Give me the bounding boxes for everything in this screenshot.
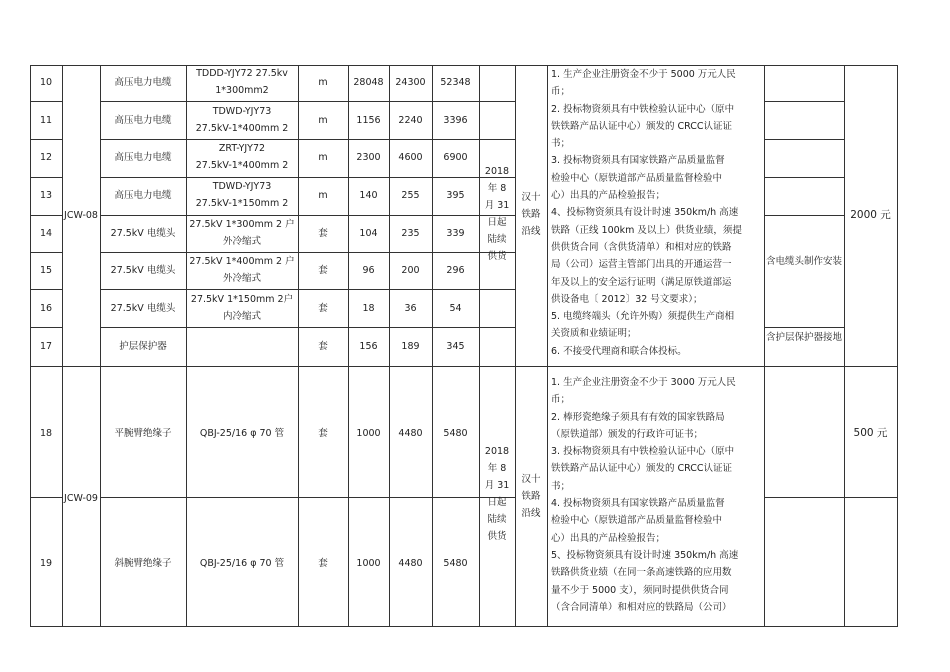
item-spec: TDDD-YJY72 27.5kv 1*300mm2 xyxy=(196,68,288,96)
qty-1: 28048 xyxy=(353,77,384,88)
note-cable-head: 含电缆头制作安装 xyxy=(765,256,842,267)
item-name: 斜腕臂绝缘子 xyxy=(114,558,172,569)
item-spec: ZRT-YJY72 27.5kV-1*400mm 2 xyxy=(195,143,289,171)
unit: m xyxy=(318,152,328,163)
unit: 套 xyxy=(318,428,328,439)
qty-1: 1000 xyxy=(356,428,381,439)
qty-2: 36 xyxy=(404,303,417,314)
row-number: 13 xyxy=(39,190,53,201)
qty-total: 395 xyxy=(446,190,465,201)
note-sheath-protector: 含护层保护器接地 xyxy=(765,332,842,343)
qty-2: 235 xyxy=(401,228,420,239)
item-name: 高压电力电缆 xyxy=(114,190,172,201)
item-spec: 27.5kV 1*300mm 2 户 外冷缩式 xyxy=(189,219,295,247)
qty-total: 5480 xyxy=(443,558,468,569)
requirements-text: 1. 生产企业注册资金不少于 3000 万元人民 币； 2. 棒形瓷绝缘子须具有有效的国家铁路局 （原铁道部）颁发的行政许可证书； 3. 投标物资须具有中铁检验认证中心（原中 铁铁路产品认证中心）颁发的 CRCC认证证 书； 4. 投标物资须具有国家铁路产品质量监督 检验中心（原铁道部产品质量监督检验中 心）出具的产品检验报告； 5、投标物资须具有设计时速 350km/h 高速 铁路供货业绩（在同一条高速铁路的应用数 量不少于 5000 支），须同时提供供货合同 （含合同清单）和相对应的铁路局（公司） xyxy=(551,377,739,613)
unit: 套 xyxy=(318,558,328,569)
row-number: 18 xyxy=(39,428,53,439)
qty-1: 1156 xyxy=(356,115,381,126)
item-name: 27.5kV 电缆头 xyxy=(110,228,176,239)
delivery-date: 2018 年 8 月 31 日起 陆续 供货 xyxy=(484,166,510,262)
qty-2: 24300 xyxy=(395,77,426,88)
qty-2: 4480 xyxy=(398,428,423,439)
unit: m xyxy=(318,77,328,88)
row-number: 15 xyxy=(39,265,53,276)
row-number: 16 xyxy=(39,303,53,314)
unit: 套 xyxy=(318,303,328,314)
qty-total: 6900 xyxy=(443,152,468,163)
deposit-amount: 500 元 xyxy=(853,427,888,439)
requirements-text: 1. 生产企业注册资金不少于 5000 万元人民 币； 2. 投标物资须具有中铁检验认证中心（原中 铁铁路产品认证中心）颁发的 CRCC认证证 书； 3. 投标物资须具有国家铁路产品质量监督 检验中心（原铁道部产品质量监督检验中 心）出具的产品检验报告； 4、投标物资须具有设计时速 350km/h 高速 铁路（正线 100km 及以上）供货业绩，须提 供供货合同（含供货清单）和相对应的铁路 局（公司）运营主管部门出具的开通运营一 年及以上的安全运行证明（满足原铁道部运 供设备电〔 2012〕32 号文要求）； 5. 电缆终端头（允许外购）须提供生产商相 关资质和业绩证明； 6. 不接受代理商和联合体投标。 xyxy=(551,69,742,357)
qty-total: 52348 xyxy=(440,77,471,88)
qty-total: 3396 xyxy=(443,115,468,126)
qty-1: 104 xyxy=(359,228,378,239)
item-name: 高压电力电缆 xyxy=(114,115,172,126)
delivery-place: 汉十 铁路 沿线 xyxy=(521,474,541,519)
unit: 套 xyxy=(318,341,328,352)
unit: 套 xyxy=(318,228,328,239)
row-number: 11 xyxy=(39,115,53,126)
item-spec: 27.5kV 1*150mm 2户 内冷缩式 xyxy=(190,294,294,322)
row-number: 14 xyxy=(39,228,53,239)
item-name: 高压电力电缆 xyxy=(114,152,172,163)
qty-2: 4600 xyxy=(398,152,423,163)
row-number: 10 xyxy=(39,77,53,88)
grid-line xyxy=(30,65,898,66)
row-number: 12 xyxy=(39,152,53,163)
package-code: JCW-09 xyxy=(64,493,98,504)
qty-total: 54 xyxy=(449,303,462,314)
grid-line xyxy=(30,626,898,627)
grid-line xyxy=(30,366,898,367)
delivery-date: 2018 年 8 月 31 日起 陆续 供货 xyxy=(484,446,510,542)
row-number: 17 xyxy=(39,341,53,352)
qty-1: 2300 xyxy=(356,152,381,163)
unit: m xyxy=(318,190,328,201)
qty-total: 345 xyxy=(446,341,465,352)
item-name: 27.5kV 电缆头 xyxy=(110,303,176,314)
qty-total: 339 xyxy=(446,228,465,239)
delivery-place: 汉十 铁路 沿线 xyxy=(521,192,541,237)
item-spec: TDWD-YJY73 27.5kV-1*150mm 2 xyxy=(195,181,289,209)
qty-2: 189 xyxy=(401,341,420,352)
qty-total: 5480 xyxy=(443,428,468,439)
row-number: 19 xyxy=(39,558,53,569)
qty-1: 1000 xyxy=(356,558,381,569)
qty-1: 96 xyxy=(362,265,375,276)
item-name: 平腕臂绝缘子 xyxy=(114,428,172,439)
qty-2: 200 xyxy=(401,265,420,276)
item-spec: QBJ-25/16 φ 70 管 xyxy=(199,558,285,569)
package-code: JCW-08 xyxy=(64,210,98,221)
item-spec: 27.5kV 1*400mm 2 户 外冷缩式 xyxy=(189,256,295,284)
qty-1: 140 xyxy=(359,190,378,201)
qty-total: 296 xyxy=(446,265,465,276)
qty-2: 4480 xyxy=(398,558,423,569)
item-name: 高压电力电缆 xyxy=(114,77,172,88)
item-spec: TDWD-YJY73 27.5kV-1*400mm 2 xyxy=(195,106,289,134)
item-spec: QBJ-25/16 φ 70 管 xyxy=(199,428,285,439)
deposit-amount: 2000 元 xyxy=(850,209,891,221)
qty-1: 156 xyxy=(359,341,378,352)
qty-2: 255 xyxy=(401,190,420,201)
qty-2: 2240 xyxy=(398,115,423,126)
item-name: 27.5kV 电缆头 xyxy=(110,265,176,276)
unit: 套 xyxy=(318,265,328,276)
item-name: 护层保护器 xyxy=(119,341,167,352)
unit: m xyxy=(318,115,328,126)
qty-1: 18 xyxy=(362,303,375,314)
